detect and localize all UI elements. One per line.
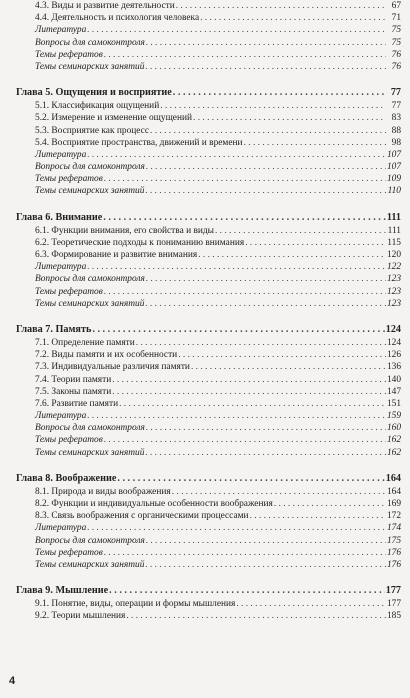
toc-entry-title: Темы рефератов [35, 286, 103, 297]
toc-entry-page: 107 [386, 149, 401, 160]
toc-supplement [16, 286, 401, 298]
toc-supplement [16, 522, 401, 534]
dot-leader [112, 386, 386, 398]
toc-entry-page: 107 [386, 162, 401, 173]
dot-leader [104, 173, 386, 185]
dot-leader [92, 322, 384, 337]
dot-leader [146, 535, 386, 547]
toc-entry-page: 164 [386, 486, 401, 497]
toc-entry-page: 160 [386, 423, 401, 434]
dot-leader [145, 447, 386, 459]
dot-leader [172, 486, 386, 498]
dot-leader [274, 498, 386, 510]
toc-entry-title: Глава 9. Мышление [16, 585, 109, 597]
dot-leader [136, 337, 386, 349]
toc-entry-title: Глава 8. Воображение [16, 472, 117, 484]
toc-entry-title: 7.2. Виды памяти и их особенности [35, 350, 178, 361]
dot-leader [173, 85, 386, 100]
toc-entry-title: Литература [35, 149, 87, 160]
toc-entry-title: Глава 7. Память [16, 323, 92, 335]
toc-section [16, 12, 401, 24]
toc-entry-page: 185 [386, 611, 401, 622]
toc-entry-title: Литература [35, 262, 87, 273]
toc-entry-title: Вопросы для самоконтроля [35, 162, 145, 173]
dot-leader [87, 261, 386, 273]
toc-supplement [16, 273, 401, 285]
dot-leader [145, 559, 386, 571]
toc-section [16, 486, 401, 498]
toc-supplement [16, 559, 401, 571]
toc-entry-page: 76 [391, 61, 401, 72]
toc-supplement [16, 161, 401, 173]
toc-entry-title: Литература [35, 523, 87, 534]
dot-leader [126, 610, 386, 622]
toc-chapter [16, 471, 401, 486]
toc-entry-title: 4.3. Виды и развитие деятельности [35, 1, 175, 11]
toc-entry-title: 5.2. Измерение и изменение ощущений [35, 113, 193, 124]
table-of-contents [16, 0, 401, 623]
dot-leader [244, 137, 386, 149]
toc-section [16, 225, 401, 237]
toc-entry-title: Глава 5. Ощущения и восприятие [16, 87, 172, 99]
toc-entry-title: Литература [35, 25, 87, 36]
toc-entry-page: 174 [386, 523, 401, 534]
dot-leader [145, 61, 386, 73]
chapter-gap [16, 459, 401, 471]
toc-entry-title: Вопросы для самоконтроля [35, 274, 145, 285]
dot-leader [250, 510, 386, 522]
toc-supplement [16, 447, 401, 459]
dot-leader [245, 237, 386, 249]
toc-supplement [16, 535, 401, 547]
dot-leader [119, 398, 386, 410]
toc-entry-title: Вопросы для самоконтроля [35, 535, 145, 546]
dot-leader [178, 349, 386, 361]
toc-entry-title: Вопросы для самоконтроля [35, 37, 145, 48]
chapter-gap [16, 73, 401, 85]
toc-entry-page: 124 [386, 337, 401, 348]
dot-leader [104, 286, 386, 298]
dot-leader [103, 210, 386, 225]
toc-entry-title: 6.2. Теоретические подходы к пониманию внимания [35, 237, 245, 248]
toc-entry-page: 115 [387, 237, 401, 248]
toc-supplement [16, 61, 401, 73]
toc-entry-title: 6.1. Функции внимания, его свойства и виды [35, 225, 214, 236]
toc-section [16, 337, 401, 349]
toc-entry-page: 120 [386, 250, 401, 260]
toc-entry-page: 123 [386, 274, 401, 285]
toc-section [16, 510, 401, 522]
toc-entry-title: 7.5. Законы памяти [35, 386, 112, 397]
toc-entry-title: 5.1. Классификация ощущений [35, 101, 160, 112]
toc-section [16, 137, 401, 149]
toc-entry-title: Литература [35, 411, 87, 422]
dot-leader [104, 434, 386, 446]
toc-supplement [16, 410, 401, 422]
toc-section [16, 237, 401, 249]
toc-entry-page: 164 [385, 472, 401, 484]
dot-leader [87, 149, 386, 161]
toc-section [16, 598, 401, 610]
dot-leader [112, 374, 386, 386]
toc-supplement [16, 298, 401, 310]
toc-entry-page: 140 [386, 374, 401, 385]
dot-leader [104, 49, 386, 61]
toc-entry-page: 110 [387, 186, 401, 197]
toc-entry-page: 122 [386, 262, 401, 273]
toc-supplement [16, 149, 401, 161]
toc-entry-title: Темы рефератов [35, 49, 103, 60]
toc-section [16, 361, 401, 373]
toc-entry-page: 147 [386, 386, 401, 397]
dot-leader [198, 249, 386, 261]
toc-entry-title: 8.2. Функции и индивидуальные особенности воображения [35, 499, 273, 509]
toc-entry-title: 7.6. Развитие памяти [35, 398, 119, 409]
dot-leader [146, 273, 386, 285]
toc-chapter [16, 210, 401, 225]
toc-entry-page: 136 [386, 362, 401, 373]
toc-entry-title: Темы рефератов [35, 435, 103, 446]
toc-entry-page: 126 [386, 350, 401, 361]
dot-leader [200, 12, 386, 24]
dot-leader [191, 361, 386, 373]
dot-leader [87, 410, 386, 422]
toc-entry-page: 76 [391, 49, 401, 60]
chapter-gap [16, 310, 401, 322]
toc-section [16, 374, 401, 386]
toc-entry-page: 75 [391, 25, 401, 36]
toc-entry-page: 71 [391, 13, 401, 24]
toc-section [16, 610, 401, 622]
dot-leader [215, 225, 386, 237]
dot-leader [145, 298, 386, 310]
toc-entry-page: 159 [386, 411, 401, 422]
toc-entry-title: 7.1. Определение памяти [35, 337, 135, 348]
toc-entry-title: 6.3. Формирование и развитие внимания [35, 250, 198, 260]
toc-entry-page: 109 [386, 174, 401, 185]
toc-supplement [16, 173, 401, 185]
dot-leader [236, 598, 386, 610]
dot-leader [87, 522, 386, 534]
toc-section [16, 125, 401, 137]
toc-entry-page: 123 [386, 298, 401, 309]
toc-section [16, 112, 401, 124]
dot-leader [146, 422, 386, 434]
toc-entry-title: Темы семинарских занятий [35, 186, 145, 197]
toc-entry-title: Темы семинарских занятий [35, 298, 145, 309]
dot-leader [146, 37, 386, 49]
toc-entry-page: 111 [387, 225, 401, 236]
toc-entry-page: 67 [391, 1, 401, 11]
toc-entry-page: 176 [386, 559, 401, 570]
toc-entry-page: 175 [386, 535, 401, 546]
toc-entry-title: 5.3. Восприятие как процесс [35, 125, 149, 136]
toc-entry-title: Темы рефератов [35, 547, 103, 558]
toc-entry-page: 151 [386, 398, 401, 409]
toc-supplement [16, 49, 401, 61]
toc-entry-page: 83 [391, 113, 401, 124]
toc-entry-title: 7.3. Индивидуальные различия памяти [35, 362, 190, 373]
toc-entry-page: 172 [386, 511, 401, 522]
toc-section [16, 249, 401, 261]
toc-entry-title: Темы семинарских занятий [35, 447, 145, 458]
toc-entry-page: 98 [391, 137, 401, 148]
toc-entry-title: 9.1. Понятие, виды, операции и формы мышления [35, 599, 236, 610]
dot-leader [176, 0, 386, 12]
toc-supplement [16, 37, 401, 49]
toc-supplement [16, 24, 401, 36]
toc-entry-page: 124 [385, 323, 401, 335]
toc-entry-page: 176 [386, 547, 401, 558]
toc-entry-page: 177 [386, 599, 401, 610]
toc-entry-page: 75 [391, 37, 401, 48]
toc-chapter [16, 583, 401, 598]
toc-supplement [16, 422, 401, 434]
toc-entry-title: Темы рефератов [35, 174, 103, 185]
toc-entry-title: 8.3. Связь воображения с органическими процессами [35, 511, 249, 522]
toc-entry-page: 88 [391, 125, 401, 136]
dot-leader [117, 471, 384, 486]
chapter-gap [16, 571, 401, 583]
toc-section [16, 100, 401, 112]
dot-leader [160, 100, 386, 112]
toc-section [16, 386, 401, 398]
dot-leader [109, 583, 385, 598]
toc-supplement [16, 185, 401, 197]
toc-chapter [16, 322, 401, 337]
toc-section [16, 349, 401, 361]
toc-chapter [16, 85, 401, 100]
page-number: 4 [9, 675, 16, 687]
toc-entry-page: 111 [386, 211, 401, 223]
toc-entry-title: Темы семинарских занятий [35, 61, 145, 72]
toc-entry-title: 5.4. Восприятие пространства, движений и времени [35, 137, 243, 148]
toc-entry-title: Глава 6. Внимание [16, 211, 103, 223]
dot-leader [145, 185, 386, 197]
dot-leader [87, 24, 386, 36]
chapter-gap [16, 198, 401, 210]
toc-section [16, 498, 401, 510]
toc-entry-title: Вопросы для самоконтроля [35, 423, 145, 434]
dot-leader [146, 161, 386, 173]
toc-entry-page: 77 [391, 101, 401, 112]
toc-entry-page: 177 [385, 585, 401, 597]
toc-entry-page: 123 [386, 286, 401, 297]
toc-entry-page: 162 [386, 447, 401, 458]
dot-leader [150, 125, 386, 137]
toc-section [16, 398, 401, 410]
toc-entry-title: Темы семинарских занятий [35, 559, 145, 570]
toc-supplement [16, 261, 401, 273]
toc-supplement [16, 547, 401, 559]
dot-leader [193, 112, 386, 124]
toc-supplement [16, 434, 401, 446]
dot-leader [104, 547, 386, 559]
toc-entry-title: 9.2. Теории мышления [35, 611, 126, 622]
toc-entry-page: 77 [390, 87, 401, 99]
toc-entry-title: 7.4. Теории памяти [35, 374, 112, 385]
toc-entry-page: 169 [386, 499, 401, 509]
toc-entry-title: 8.1. Природа и виды воображения [35, 486, 171, 497]
toc-entry-title: 4.4. Деятельность и психология человека [35, 13, 200, 24]
toc-entry-page: 162 [386, 435, 401, 446]
toc-section [16, 0, 401, 12]
